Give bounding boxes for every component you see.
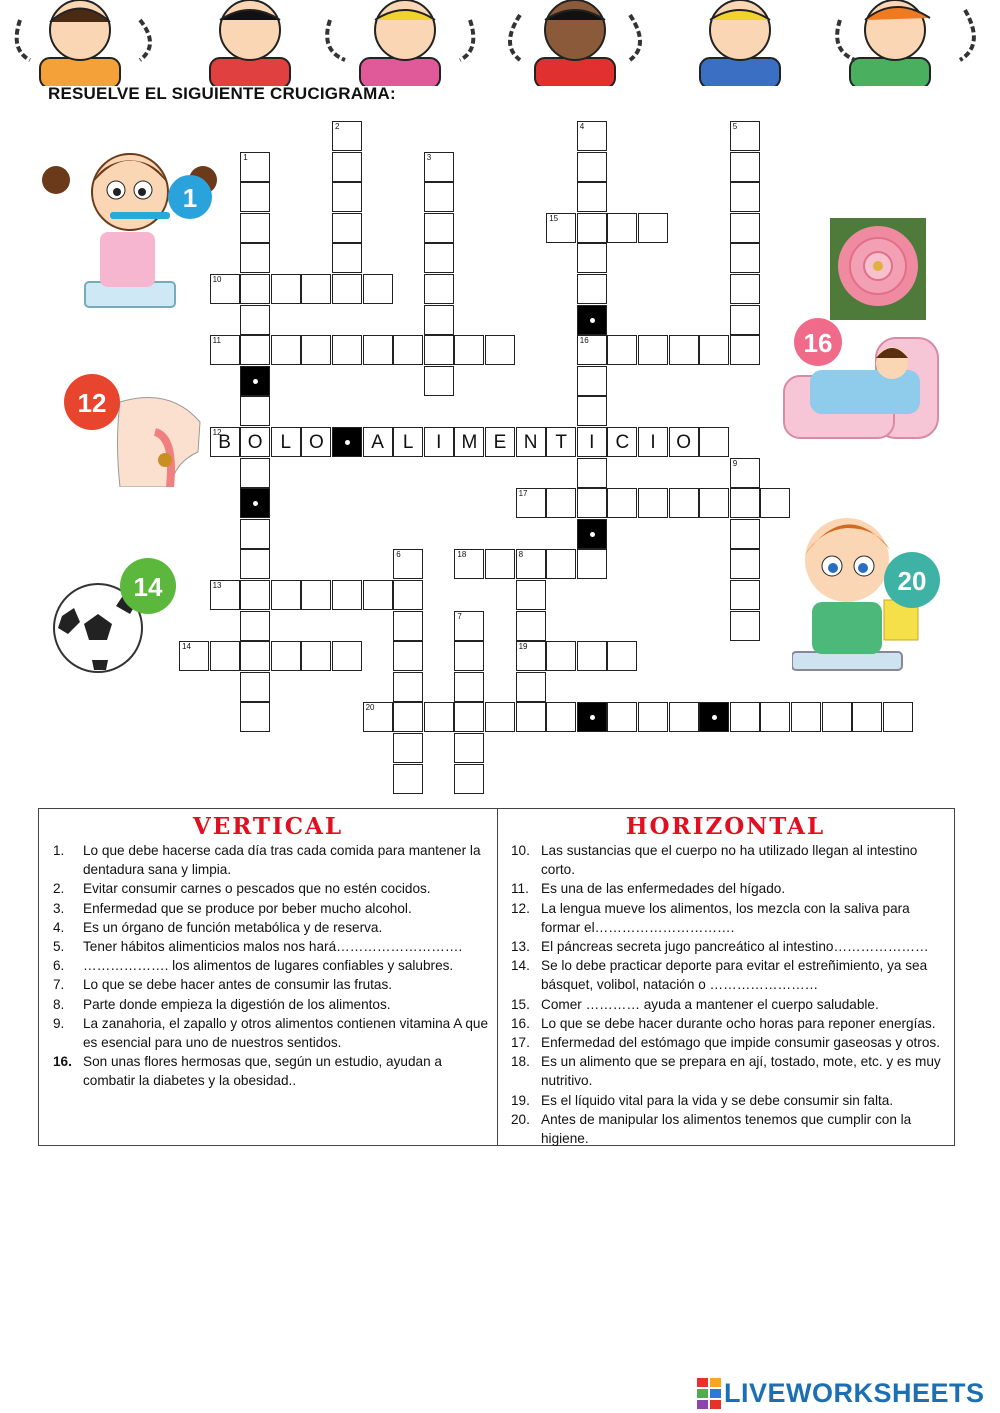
clue-text: La zanahoria, el zapallo y otros alimentos contienen vitamina A que es esencial para uno de nuestros sentidos. xyxy=(83,1015,489,1051)
crossword-cell[interactable] xyxy=(301,427,331,457)
crossword-cell[interactable] xyxy=(424,213,454,243)
answer-letter: L xyxy=(280,432,292,453)
crossword-black-cell xyxy=(332,427,362,457)
clue-number: 15. xyxy=(511,996,530,1012)
clue-number: 16. xyxy=(53,1054,72,1070)
crossword-cell[interactable] xyxy=(393,702,423,732)
vertical-clue-list xyxy=(39,841,497,1091)
clue-item xyxy=(39,1014,497,1052)
answer-letter: E xyxy=(493,432,507,453)
crossword-cell[interactable] xyxy=(485,549,515,579)
crossword-cell[interactable] xyxy=(424,243,454,273)
crossword-cell[interactable] xyxy=(730,702,760,732)
clue-number: 3. xyxy=(53,900,65,916)
crossword-cell[interactable] xyxy=(577,335,607,365)
crossword-cell[interactable] xyxy=(240,611,270,641)
crossword-cell[interactable] xyxy=(577,213,607,243)
crossword-cell[interactable] xyxy=(607,427,637,457)
clue-number: 12. xyxy=(511,900,530,916)
clue-text: La lengua mueve los alimentos, los mezcla con la saliva para formar el…………………………. xyxy=(541,900,910,935)
crossword-cell[interactable] xyxy=(454,733,484,763)
clue-item xyxy=(39,956,497,975)
clue-text: Tener hábitos alimenticios malos nos hará………………………. xyxy=(83,939,463,955)
clue-item xyxy=(39,975,497,994)
crossword-cell[interactable] xyxy=(454,702,484,732)
crossword-cell[interactable] xyxy=(210,427,240,457)
clue-number: 6. xyxy=(53,958,65,974)
crossword-cell[interactable] xyxy=(393,764,423,794)
crossword-black-cell xyxy=(577,519,607,549)
crossword-cell[interactable] xyxy=(730,213,760,243)
crossword-cell[interactable] xyxy=(240,458,270,488)
crossword-cell[interactable] xyxy=(424,366,454,396)
clue-number: 17. xyxy=(511,1035,530,1051)
clue-number: 18. xyxy=(511,1054,530,1070)
crossword-cell[interactable] xyxy=(301,580,331,610)
clue-text: Parte donde empieza la digestión de los alimentos. xyxy=(83,996,391,1012)
clue-number: 9. xyxy=(53,1015,65,1031)
clue-number: 7. xyxy=(53,977,65,993)
crossword-cell[interactable] xyxy=(332,182,362,212)
crossword-cell[interactable] xyxy=(393,611,423,641)
answer-letter: T xyxy=(555,432,567,453)
crossword-cell[interactable] xyxy=(240,152,270,182)
crossword-cell[interactable] xyxy=(240,305,270,335)
clue-number-label: 12 xyxy=(212,428,222,437)
clue-item xyxy=(497,899,954,937)
crossword-cell[interactable] xyxy=(730,121,760,151)
crossword-cell[interactable] xyxy=(607,641,637,671)
crossword-cell[interactable] xyxy=(516,580,546,610)
crossword-cell[interactable] xyxy=(179,641,209,671)
picture-badge-20: 20 xyxy=(897,566,927,596)
clue-number: 11. xyxy=(511,881,529,897)
crossword-cell[interactable] xyxy=(730,488,760,518)
crossword-cell[interactable] xyxy=(240,427,270,457)
horizontal-clues-column xyxy=(497,809,954,1145)
clue-number: 8. xyxy=(53,996,65,1012)
crossword-cell[interactable] xyxy=(730,305,760,335)
clue-text: Enfermedad del estómago que impide consumir gaseosas y otros. xyxy=(541,1035,940,1051)
crossword-cell[interactable] xyxy=(271,580,301,610)
crossword-cell[interactable] xyxy=(638,427,668,457)
clue-item xyxy=(39,879,497,898)
answer-letter: C xyxy=(615,432,630,453)
crossword-cell[interactable] xyxy=(577,274,607,304)
crossword-cell[interactable] xyxy=(240,335,270,365)
crossword-cell[interactable] xyxy=(424,702,454,732)
clue-number-label: 14 xyxy=(182,642,191,652)
crossword-cell[interactable] xyxy=(454,427,484,457)
crossword-cell[interactable] xyxy=(485,427,515,457)
clue-item xyxy=(39,937,497,956)
crossword-cell[interactable] xyxy=(393,641,423,671)
crossword-cell[interactable] xyxy=(669,427,699,457)
clue-number-label: 13 xyxy=(212,581,222,590)
clue-text: Son unas flores hermosas que, según un estudio, ayudan a combatir la diabetes y la obesidad.. xyxy=(83,1054,442,1089)
crossword-cell[interactable] xyxy=(730,458,760,488)
crossword-cell[interactable] xyxy=(454,672,484,702)
crossword-cell[interactable] xyxy=(516,672,546,702)
clue-number: 4. xyxy=(53,919,65,935)
crossword-cell[interactable] xyxy=(577,366,607,396)
crossword-cell[interactable] xyxy=(424,427,454,457)
crossword-cell[interactable] xyxy=(607,488,637,518)
clue-number-label: 15 xyxy=(549,213,559,223)
crossword-cell[interactable] xyxy=(454,549,484,579)
crossword-cell[interactable] xyxy=(240,641,270,671)
clue-text: Antes de manipular los alimentos tenemos que cumplir con la higiene. xyxy=(541,1111,912,1147)
crossword-cell[interactable] xyxy=(210,641,240,671)
crossword-cell[interactable] xyxy=(240,182,270,212)
clue-item xyxy=(39,899,497,918)
crossword-cell[interactable] xyxy=(730,152,760,182)
picture-badge-14: 14 xyxy=(133,572,163,602)
crossword-cell[interactable] xyxy=(516,611,546,641)
answer-letter: B xyxy=(218,432,231,453)
crossword-cell[interactable] xyxy=(577,396,607,426)
clue-text: Lo que debe hacerse cada día tras cada comida para mantener la dentadura sana y limpia. xyxy=(83,843,481,878)
crossword-cell[interactable] xyxy=(516,549,546,579)
clue-text: Es una de las enfermedades del hígado. xyxy=(541,881,786,897)
crossword-cell[interactable] xyxy=(760,702,790,732)
crossword-cell[interactable] xyxy=(577,549,607,579)
crossword-cell[interactable] xyxy=(393,580,423,610)
vertical-clues-column xyxy=(39,809,498,1145)
crossword-cell[interactable] xyxy=(240,580,270,610)
picture-badge-12: 12 xyxy=(77,388,107,418)
crossword-cell[interactable] xyxy=(271,427,301,457)
crossword-cell[interactable] xyxy=(638,488,668,518)
answer-letter: I xyxy=(650,432,656,453)
crossword-cell[interactable] xyxy=(454,335,484,365)
crossword-cell[interactable] xyxy=(332,641,362,671)
crossword-cell[interactable] xyxy=(669,702,699,732)
crossword-cell[interactable] xyxy=(546,213,576,243)
crossword-cell[interactable] xyxy=(424,335,454,365)
clue-text: Evitar consumir carnes o pescados que no estén cocidos. xyxy=(83,881,431,897)
crossword-cell[interactable] xyxy=(332,243,362,273)
crossword-cell[interactable] xyxy=(363,702,393,732)
clue-item xyxy=(497,995,954,1014)
clue-number-label: 16 xyxy=(579,336,589,346)
crossword-cell[interactable] xyxy=(730,335,760,365)
crossword-cell[interactable] xyxy=(363,274,393,304)
crossword-cell[interactable] xyxy=(332,335,362,365)
crossword-cell[interactable] xyxy=(699,488,729,518)
crossword-cell[interactable] xyxy=(730,243,760,273)
crossword-cell[interactable] xyxy=(424,182,454,212)
clue-item xyxy=(497,1033,954,1052)
picture-badge-16: 16 xyxy=(803,328,833,358)
crossword-cell[interactable] xyxy=(210,335,240,365)
crossword-cell[interactable] xyxy=(210,580,240,610)
crossword-cell[interactable] xyxy=(669,488,699,518)
crossword-cell[interactable] xyxy=(240,519,270,549)
clue-number-label: 19 xyxy=(518,642,528,652)
crossword-cell[interactable] xyxy=(730,611,760,641)
crossword-cell[interactable] xyxy=(577,243,607,273)
crossword-cell[interactable] xyxy=(271,641,301,671)
answer-letter: N xyxy=(523,432,538,453)
clue-number: 10. xyxy=(511,843,530,858)
crossword-cell[interactable] xyxy=(332,580,362,610)
answer-letter: I xyxy=(589,432,595,453)
crossword-cell[interactable] xyxy=(301,641,331,671)
clue-item xyxy=(497,1052,954,1090)
crossword-cell[interactable] xyxy=(516,702,546,732)
answer-letter: O xyxy=(309,432,324,453)
crossword-black-cell xyxy=(699,702,729,732)
answer-letter: I xyxy=(436,432,442,453)
crossword-cell[interactable] xyxy=(363,580,393,610)
clue-number: 20. xyxy=(511,1111,530,1127)
clue-text: ………………. los alimentos de lugares confiables y salubres. xyxy=(83,958,454,974)
clue-text: Comer ………… ayuda a mantener el cuerpo saludable. xyxy=(541,996,879,1012)
vertical-heading: VERTICAL xyxy=(192,813,344,840)
crossword-cell[interactable] xyxy=(760,488,790,518)
crossword-black-cell xyxy=(577,305,607,335)
clue-number-label: 3 xyxy=(426,152,432,162)
clue-item xyxy=(497,1110,954,1148)
clue-item xyxy=(39,1052,497,1090)
crossword-cell[interactable] xyxy=(210,274,240,304)
crossword-cell[interactable] xyxy=(699,427,729,457)
clue-number: 14. xyxy=(511,958,530,974)
crossword-cell[interactable] xyxy=(546,702,576,732)
crossword-black-cell xyxy=(577,702,607,732)
crossword-cell[interactable] xyxy=(577,182,607,212)
clue-number-label: 2 xyxy=(335,122,340,131)
answer-letter: A xyxy=(371,432,384,453)
crossword-cell[interactable] xyxy=(240,396,270,426)
crossword-cell[interactable] xyxy=(393,672,423,702)
crossword-cell[interactable] xyxy=(730,274,760,304)
crossword-cell[interactable] xyxy=(546,427,576,457)
clue-number: 1. xyxy=(53,843,65,858)
crossword-cell[interactable] xyxy=(699,335,729,365)
horizontal-clue-list xyxy=(497,841,954,1148)
clue-text: Se lo debe practicar deporte para evitar el estreñimiento, ya sea básquet, volibol, natación o …………………… xyxy=(541,958,928,993)
crossword-cell[interactable] xyxy=(883,702,913,732)
crossword-cell[interactable] xyxy=(577,488,607,518)
clue-number-label: 20 xyxy=(365,703,375,713)
crossword-cell[interactable] xyxy=(454,641,484,671)
crossword-cell[interactable] xyxy=(454,611,484,641)
crossword-cell[interactable] xyxy=(577,427,607,457)
crossword-cell[interactable] xyxy=(271,335,301,365)
crossword-cell[interactable] xyxy=(424,274,454,304)
crossword-cell[interactable] xyxy=(516,488,546,518)
crossword-cell[interactable] xyxy=(363,335,393,365)
answer-letter: O xyxy=(247,432,263,453)
crossword-cell[interactable] xyxy=(363,427,393,457)
clues-table xyxy=(38,808,955,1146)
clue-number-label: 6 xyxy=(396,550,401,560)
clue-number-label: 1 xyxy=(243,152,248,162)
crossword-cell[interactable] xyxy=(332,121,362,151)
answer-letter: L xyxy=(402,432,414,453)
picture-badge-1: 1 xyxy=(182,183,198,213)
crossword-cell[interactable] xyxy=(516,641,546,671)
clue-text: Enfermedad que se produce por beber mucho alcohol. xyxy=(83,900,412,916)
crossword-cell[interactable] xyxy=(393,427,423,457)
crossword-cell[interactable] xyxy=(301,335,331,365)
clue-text: Es el líquido vital para la vida y se debe consumir sin falta. xyxy=(541,1092,894,1108)
clue-number-label: 5 xyxy=(732,122,738,131)
answer-letter: M xyxy=(461,432,478,453)
clue-text: Lo que se debe hacer durante ocho horas para reponer energías. xyxy=(541,1015,936,1031)
crossword-cell[interactable] xyxy=(240,243,270,273)
clue-number-label: 18 xyxy=(457,550,467,560)
clue-number: 5. xyxy=(53,939,65,955)
clue-item xyxy=(497,1091,954,1110)
crossword-cell[interactable] xyxy=(669,335,699,365)
crossword-black-cell xyxy=(240,488,270,518)
crossword-cell[interactable] xyxy=(577,121,607,151)
crossword-cell[interactable] xyxy=(638,335,668,365)
crossword-cell[interactable] xyxy=(240,213,270,243)
crossword-cell[interactable] xyxy=(516,427,546,457)
crossword-cell[interactable] xyxy=(424,152,454,182)
clue-number-label: 7 xyxy=(457,611,462,621)
crossword-cell[interactable] xyxy=(607,702,637,732)
crossword-cell[interactable] xyxy=(730,519,760,549)
crossword-cell[interactable] xyxy=(301,274,331,304)
clue-number: 13. xyxy=(511,939,530,955)
clue-item xyxy=(39,918,497,937)
crossword-black-cell xyxy=(240,366,270,396)
clue-number-label: 17 xyxy=(518,489,528,499)
clue-number-label: 10 xyxy=(212,275,222,284)
crossword-cell[interactable] xyxy=(577,458,607,488)
clue-item xyxy=(497,841,954,879)
clue-text: Lo que se debe hacer antes de consumir las frutas. xyxy=(83,977,393,993)
answer-letter: O xyxy=(676,432,691,453)
clue-item xyxy=(39,995,497,1014)
clue-item xyxy=(497,956,954,994)
crossword-cell[interactable] xyxy=(424,305,454,335)
crossword-cell[interactable] xyxy=(393,733,423,763)
clue-number-label: 8 xyxy=(518,550,524,560)
crossword-cell[interactable] xyxy=(393,335,423,365)
liveworksheets-logo-icon xyxy=(697,1376,723,1410)
crossword-cell[interactable] xyxy=(577,152,607,182)
crossword-cell[interactable] xyxy=(485,335,515,365)
crossword-cell[interactable] xyxy=(332,274,362,304)
crossword-cell[interactable] xyxy=(546,641,576,671)
crossword-cell[interactable] xyxy=(822,702,852,732)
liveworksheets-logo-text: LIVEWORKSHEETS xyxy=(724,1378,985,1408)
page-title: RESUELVE EL SIGUIENTE CRUCIGRAMA: xyxy=(48,84,396,103)
clue-text: Es un alimento que se prepara en ají, tostado, mote, etc. y es muy nutritivo. xyxy=(541,1054,941,1089)
horizontal-heading: HORIZONTAL xyxy=(625,813,826,840)
clue-number-label: 4 xyxy=(579,122,585,131)
crossword-cell[interactable] xyxy=(240,672,270,702)
crossword-cell[interactable] xyxy=(454,764,484,794)
crossword-cell[interactable] xyxy=(607,213,637,243)
crossword-cell[interactable] xyxy=(240,549,270,579)
crossword-cell[interactable] xyxy=(546,488,576,518)
crossword-cell[interactable] xyxy=(730,580,760,610)
crossword-cell[interactable] xyxy=(332,213,362,243)
crossword-cell[interactable] xyxy=(730,182,760,212)
crossword-cell[interactable] xyxy=(852,702,882,732)
clue-number-label: 11 xyxy=(212,336,221,346)
crossword-cell[interactable] xyxy=(791,702,821,732)
crossword-cell[interactable] xyxy=(240,274,270,304)
crossword-cell[interactable] xyxy=(393,549,423,579)
crossword-cell[interactable] xyxy=(271,274,301,304)
crossword-cell[interactable] xyxy=(546,549,576,579)
clue-text: Las sustancias que el cuerpo no ha utilizado llegan al intestino corto. xyxy=(541,843,918,878)
clue-item xyxy=(497,879,954,898)
clue-number: 19. xyxy=(511,1092,530,1108)
clue-number: 16. xyxy=(511,1015,530,1031)
crossword-cell[interactable] xyxy=(485,702,515,732)
crossword-cell[interactable] xyxy=(638,213,668,243)
clue-text: Es un órgano de función metabólica y de reserva. xyxy=(83,919,383,935)
clue-item xyxy=(497,937,954,956)
clue-item xyxy=(39,841,497,879)
crossword-cell[interactable] xyxy=(607,335,637,365)
crossword-cell[interactable] xyxy=(332,152,362,182)
crossword-cell[interactable] xyxy=(638,702,668,732)
clue-number-label: 9 xyxy=(732,458,738,468)
clue-item xyxy=(497,1014,954,1033)
crossword-cell[interactable] xyxy=(730,549,760,579)
clue-number: 2. xyxy=(53,881,65,897)
crossword-cell[interactable] xyxy=(240,702,270,732)
crossword-cell[interactable] xyxy=(577,641,607,671)
clue-text: El páncreas secreta jugo pancreático al intestino………………… xyxy=(541,939,929,955)
